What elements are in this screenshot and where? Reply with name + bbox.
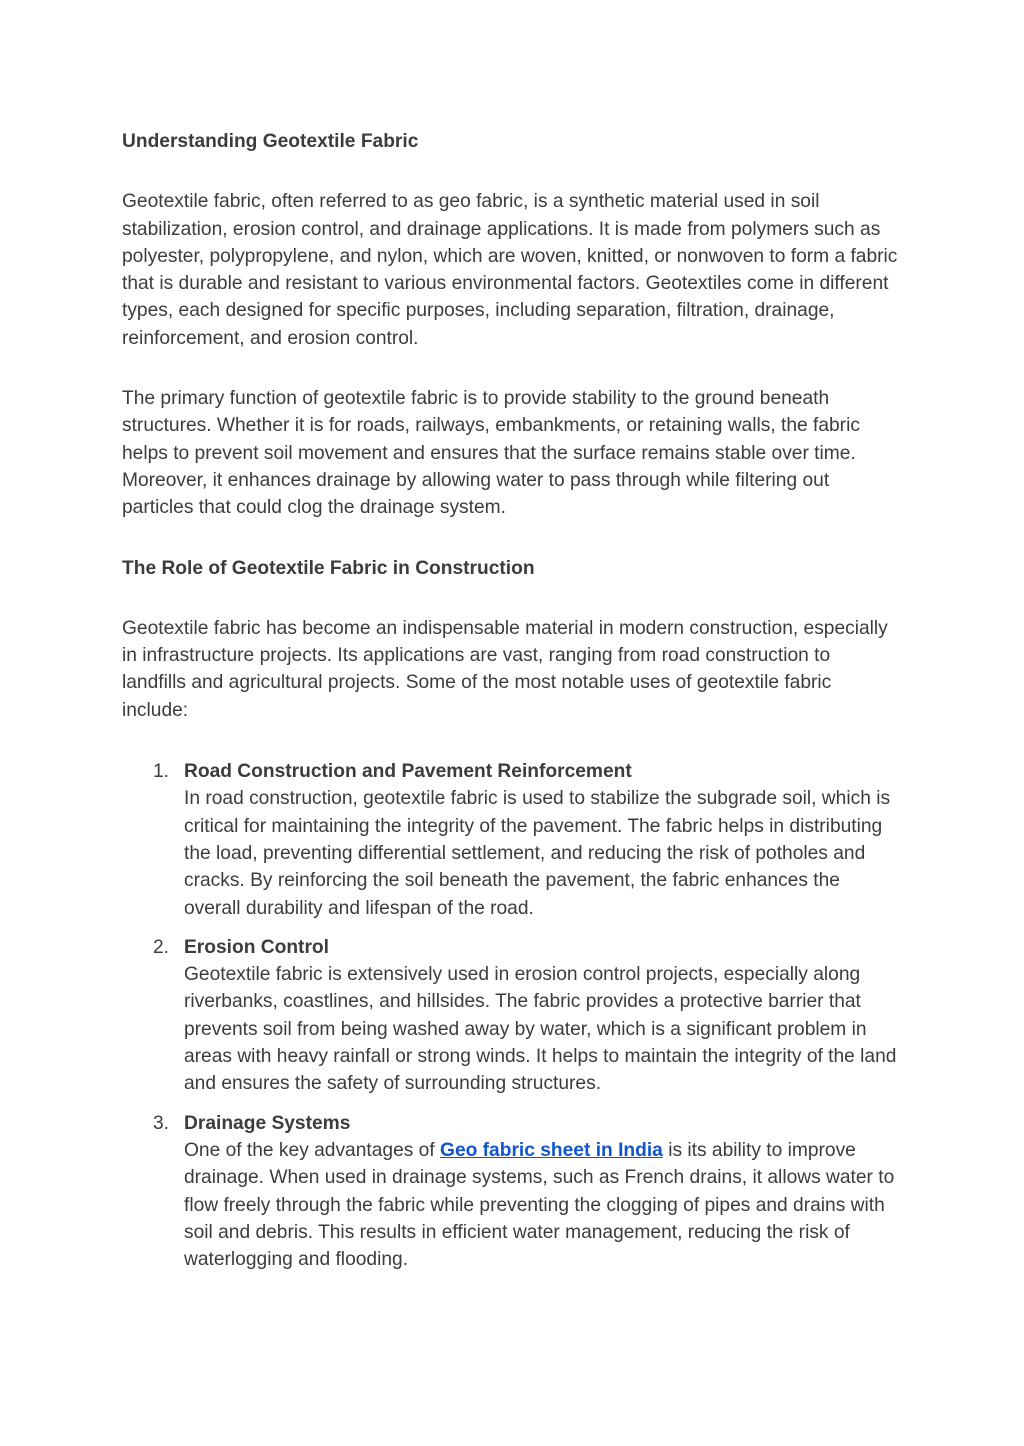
list-number: 3. [153,1112,170,1134]
paragraph-primary-function: The primary function of geotextile fabric is to provide stability to the ground beneath structures. Whether it is for roads, railways, embankments, or retaining walls, the fabric helps to prevent soil movement and ensures that the surface remains stable over time. Moreover, it enhances drainage by allowing water to pass through while filtering out particles that could clog the drainage system. [122,388,860,519]
list-item [122,934,898,1098]
uses-list [122,758,898,1273]
list-item-title: Erosion Control [184,936,329,958]
list-item [122,1110,898,1274]
geo-fabric-link[interactable]: Geo fabric sheet in India [440,1139,663,1161]
document-page [122,128,898,1273]
list-item-title: Road Construction and Pavement Reinforcement [184,761,632,783]
paragraph-applications: Geotextile fabric has become an indispensable material in modern construction, especially in infrastructure projects. Its applications are vast, ranging from road construction to landfills and agricultural projects. Some of the most notable uses of geotextile fabric include: [122,617,888,721]
list-item [122,758,898,922]
list-item-body-after: is its ability to improve drainage. When used in drainage systems, such as French drains, it allows water to flow freely through the fabric while preventing the clogging of pipes and drains with soil and debris. This results in efficient water management, reducing the risk of waterlogging and flooding. [184,1139,895,1271]
list-item-body: Geotextile fabric is extensively used in erosion control projects, especially along riverbanks, coastlines, and hillsides. The fabric provides a protective barrier that prevents soil from being washed away by water, which is a significant problem in areas with heavy rainfall or strong winds. It helps to maintain the integrity of the land and ensures the safety of surrounding structures. [184,964,897,1095]
paragraph-intro: Geotextile fabric, often referred to as geo fabric, is a synthetic material used in soil stabilization, erosion control, and drainage applications. It is made from polymers such as polyester, polypropylene, and nylon, which are woven, knitted, or nonwoven to form a fabric that is durable and resistant to various environmental factors. Geotextiles come in different types, each designed for specific purposes, including separation, filtration, drainage, reinforcement, and erosion control. [122,191,898,349]
section-heading-role: The Role of Geotextile Fabric in Construction [122,557,535,579]
section-heading-understanding: Understanding Geotextile Fabric [122,131,419,152]
list-item-title: Drainage Systems [184,1112,351,1134]
list-number: 2. [153,936,170,958]
list-item-body-before: One of the key advantages of [184,1139,441,1161]
list-number: 1. [153,761,170,783]
list-item-body: In road construction, geotextile fabric is used to stabilize the subgrade soil, which is critical for maintaining the integrity of the pavement. The fabric helps in distributing the load, preventing differential settlement, and reducing the risk of potholes and cracks. By reinforcing the soil beneath the pavement, the fabric enhances the overall durability and lifespan of the road. [184,788,891,919]
